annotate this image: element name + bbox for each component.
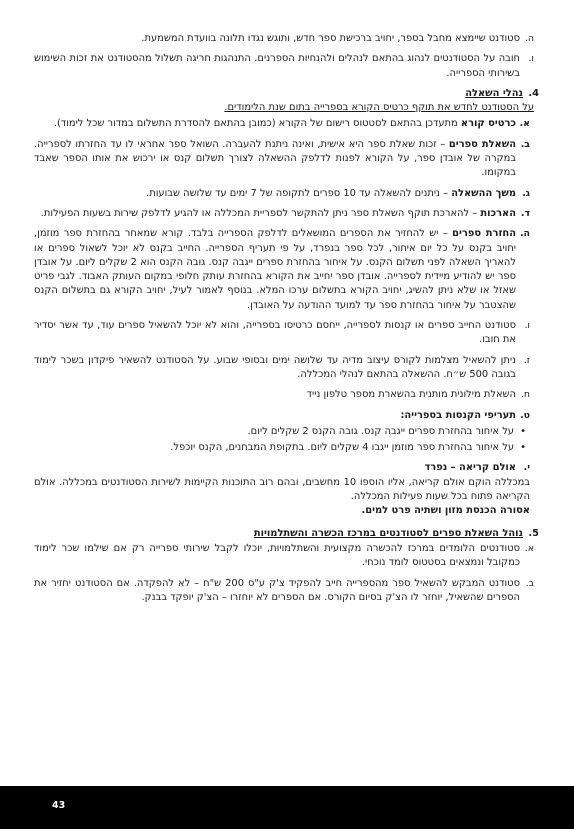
list-marker: ו. — [524, 320, 530, 332]
list-marker: ה. — [524, 33, 534, 44]
list-marker: ה. — [519, 228, 530, 240]
list-item-text: חובה על הסטודנטים לנהוג בהתאם לנהלים ולהנחיות הספרנים. התנהגות חריגה תשלול מהסטודנט את זכות השימוש בשירותי הספרייה. — [34, 53, 520, 79]
item-body: – זכות שאלת ספר היא אישית, ואינה ניתנת להעברה. השואל ספר אחראי לו עד החזרתו לספרייה. במקרה של אובדן ספר, על הקורא לפנות לדלפק ההשאלה לצורך תשלום קנס או ירכוש את אותו הספר שאבד במקומו. — [34, 138, 516, 179]
section-number: 5. — [528, 527, 539, 539]
list-item — [34, 542, 534, 571]
list-marker: ז. — [523, 354, 530, 366]
list-marker: ג. — [522, 187, 530, 199]
list-item — [34, 354, 530, 383]
list-item — [34, 117, 530, 131]
section-number: 4. — [528, 87, 539, 99]
lettered-list — [34, 117, 534, 518]
list-item-text — [34, 227, 516, 313]
list-item-text — [34, 187, 516, 201]
section-heading — [34, 527, 539, 541]
item-term: החזרת ספרים — [452, 228, 516, 240]
section-title: נוהל השאלת ספרים לסטודנטים במרכז הכשרה והשתלמויות — [253, 527, 523, 539]
list-item — [34, 207, 530, 221]
page-footer — [0, 786, 574, 829]
page-number: 43 — [52, 800, 66, 811]
section-intro: על הסטודנט לחדש את תוקף כרטיס הקורא בספרייה בתום שנת הלימודים. — [224, 102, 534, 114]
list-marker: א. — [524, 542, 534, 554]
bullet-dot: • — [520, 425, 526, 437]
list-marker: ב. — [520, 138, 530, 150]
list-item — [34, 388, 530, 402]
bullet-dot: • — [520, 442, 526, 454]
bullet-text: על איחור בהחזרת ספר מוזמן ייגבו 4 שקלים ליום. בתקופת המבחנים, הקנס יוכפל. — [170, 442, 514, 454]
list-item-text: סטודנטים הלומדים במרכז להכשרה מקצועית והשתלמויות, יוכלו לקבל שירותי ספרייה רק אם שילמו שכר לימוד כמקובל ונמצאים בסטטוס לומד נוכחי. — [34, 542, 520, 569]
item-term: משך ההשאלה — [451, 187, 516, 199]
list-marker: א. — [519, 118, 530, 130]
list-item — [34, 227, 530, 313]
list-item-text: סטודנט החייב ספרים או קנסות לספרייה, ייחסם כרטיסו בספרייה, והוא לא יוכל להשאיל ספרים עוד, עד אשר יסדיר את חובו. — [34, 320, 516, 346]
list-item-text — [34, 117, 516, 131]
reading-room-heading — [34, 461, 530, 475]
bullet-item — [34, 441, 530, 455]
list-item-text: סטודנט שיימצא מחבל בספר, יחויב ברכישת ספר חדש, ותוגש נגדו תלונה בוועדת המשמעת. — [141, 33, 520, 44]
bullet-item — [34, 425, 530, 439]
item-body: – יש להחזיר את הספרים המושאלים לדלפק הספרייה בלבד. קורא שמאחר בהחזרת ספר מוזמן, יחויב בקנס על כל יום איחור, לכל ספר בנפרד, על פי תעריף הספרייה. החייב בקנס לא יוכל לשאול ספרים או להאריך השאלה לפני תשלום הקנס. על איחור בהחזרת ספרים ייגבה קנס. גובה הקנס הוא 2 שקלים ליום. על אובדן ספר יש להודיע מיידית לספרייה. אובדן ספר יחייב את הקורא בהחזרת עותק חלופי במקום העותק האבוד. לגבי פריט שאזל או שלא ניתן להשיג, יחויב הקורא בתשלום ערכו המלא. בנוסף לאמור לעיל, יחויב הקורא גם בתשלום הקנס שהצטבר על איחור בהחזרת ספר עד למועד ההודעה על האובדן. — [34, 228, 516, 311]
item-body: – להארכת תוקף השאלת ספר ניתן להתקשר לספריית המכללה או להגיע לדלפק שירות בשעות הפעילות. — [40, 207, 481, 219]
bullet-text: על איחור בהחזרת ספרים ייגבה קנס. גובה הקנס 2 שקלים ליום. — [247, 425, 514, 437]
list-item-text — [34, 138, 516, 181]
document-page — [34, 32, 539, 611]
fines-title: תעריפי הקנסות בספרייה: — [400, 409, 516, 421]
section-title: נהלי השאלה — [465, 87, 523, 99]
list-marker: ט. — [520, 409, 530, 421]
list-item — [34, 187, 530, 201]
list-marker: ח. — [520, 389, 530, 401]
list-item — [34, 577, 534, 606]
section-heading — [34, 87, 539, 101]
list-item-text — [34, 207, 516, 221]
list-item — [34, 138, 530, 181]
fines-heading — [34, 409, 530, 423]
item-term: כרטיס קורא — [460, 118, 516, 130]
list-item-text: סטודנט המבקש להשאיל ספר מהספרייה חייב להפקיד צ'ק ע"ס 200 ש"ח – לא להפקדה. אם הסטודנט יחזיר את הספרים שהשאיל, יוחזר לו הצ'ק בסיום הקורס. אם הספרים לא יוחזרו – הצ'ק יופקד בבנק. — [34, 577, 520, 603]
item-term: השאלת ספרים — [448, 138, 517, 150]
list-marker: ב. — [525, 577, 534, 589]
list-item — [34, 52, 534, 81]
reading-room-text: במכללה הוקם אולם קריאה, אליו הוספו 10 מחשבים, ובהם רוב התוכנות הקיימות לשירות הסטודנטים במכללה. אולם הקריאה פתוח בכל שעות פעילות המכללה. — [34, 476, 531, 503]
list-item-text: השאלת מילונית מותנית בהשארת מספר טלפון נייד — [306, 389, 516, 401]
reading-room-title: אולם קריאה – נפרד — [424, 462, 516, 474]
list-marker: י. — [523, 462, 530, 474]
list-item-text: ניתן להשאיל מצלמות לקורס עיצוב מדיה עד שלושה ימים ובסופי שבוע. על הסטודנט להשאיר פיקדון בשכר לימוד בגובה 500 ש״ח. ההשאלה בהתאם לנהלי המכללה. — [34, 354, 516, 380]
list-marker: ד. — [520, 207, 530, 219]
list-item — [34, 32, 534, 46]
reading-room-note: אסורה הכנסת מזון ושתיה פרט למים. — [361, 505, 530, 517]
list-marker: ו. — [528, 53, 534, 65]
item-body: – ניתנים להשאלה עד 10 ספרים לתקופה של 7 ימים עד שלושה שבועות. — [146, 187, 452, 199]
item-term: הארכות — [480, 207, 516, 219]
item-body: מתעדכן בהתאם לסטטוס רישום של הקורא (כמובן בהתאם להסדרת התשלום במדור שכל לימוד). — [53, 118, 461, 130]
list-item — [34, 319, 530, 348]
